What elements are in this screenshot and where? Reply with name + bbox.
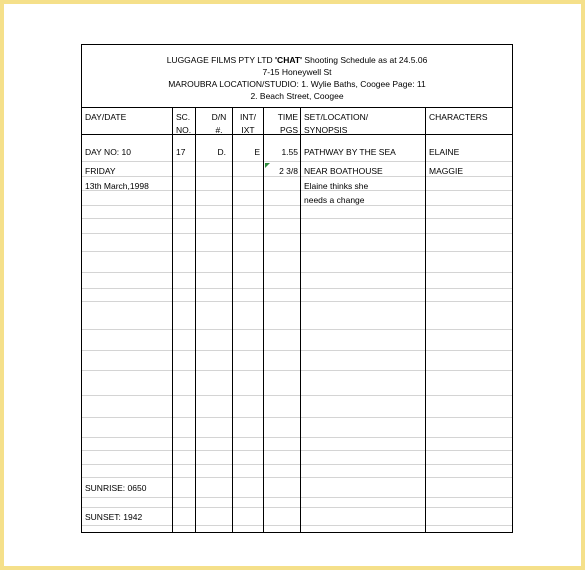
column-rule <box>425 107 426 532</box>
scene-synopsis: Elaine thinks she <box>304 181 369 191</box>
col-head-pgs: PGS <box>280 125 298 135</box>
day-weekday: FRIDAY <box>85 166 116 176</box>
row-rule <box>82 176 512 177</box>
location-line-2: 2. Beach Street, Coogee <box>250 91 344 101</box>
column-rule <box>232 107 233 532</box>
col-head-sc: SC. <box>176 112 191 122</box>
scene-set: NEAR BOATHOUSE <box>304 166 383 176</box>
character: MAGGIE <box>429 166 464 176</box>
col-head-day-date: DAY/DATE <box>85 112 127 122</box>
day-night: D. <box>217 147 226 157</box>
shooting-schedule-sheet <box>81 44 513 533</box>
day-date: 13th March,1998 <box>85 181 149 191</box>
row-rule <box>82 477 512 478</box>
scene-time: 1.55 <box>281 147 298 157</box>
address-line: 7-15 Honeywell St <box>262 67 332 77</box>
row-rule <box>82 251 512 252</box>
sunrise-time: SUNRISE: 0650 <box>85 483 147 493</box>
col-head-dn-no: #. <box>215 125 223 135</box>
location-line-1: MAROUBRA LOCATION/STUDIO: 1. Wylie Baths, Coogee Page: 11 <box>168 79 426 89</box>
col-head-characters: CHARACTERS <box>429 112 488 122</box>
col-head-ext: IXT <box>241 125 255 135</box>
row-rule <box>82 507 512 508</box>
scene-set: PATHWAY BY THE SEA <box>304 147 396 157</box>
col-head-no: NO. <box>176 125 192 135</box>
col-head-synopsis: SYNOPSIS <box>304 125 348 135</box>
character: ELAINE <box>429 147 460 157</box>
scene-number: 17 <box>176 147 186 157</box>
row-rule <box>82 417 512 418</box>
col-head-dn: D/N <box>211 112 227 122</box>
day-number: DAY NO: 10 <box>85 147 131 157</box>
col-head-set-location: SET/LOCATION/ <box>304 112 369 122</box>
sunset-time: SUNSET: 1942 <box>85 512 143 522</box>
row-rule <box>82 272 512 273</box>
row-rule <box>82 233 512 234</box>
row-rule <box>82 329 512 330</box>
row-rule <box>82 395 512 396</box>
col-head-int: INT/ <box>239 112 257 122</box>
page <box>4 4 581 566</box>
row-rule <box>82 497 512 498</box>
row-rule <box>82 525 512 526</box>
row-rule <box>82 218 512 219</box>
int-ext: E <box>254 147 260 157</box>
col-head-time: TIME <box>277 112 298 122</box>
row-rule <box>82 288 512 289</box>
header-top-rule <box>82 107 512 108</box>
column-rule <box>300 107 301 532</box>
row-rule <box>82 161 512 162</box>
scene-synopsis: needs a change <box>304 195 365 205</box>
row-rule <box>82 350 512 351</box>
row-rule <box>82 437 512 438</box>
row-rule <box>82 301 512 302</box>
row-rule <box>82 450 512 451</box>
row-rule <box>82 464 512 465</box>
column-rule <box>172 107 173 532</box>
title-line: LUGGAGE FILMS PTY LTD 'CHAT' Shooting Schedule as at 24.5.06 <box>166 55 428 65</box>
scene-pages: 2 3/8 <box>279 166 298 176</box>
column-rule <box>195 107 196 532</box>
row-rule <box>82 370 512 371</box>
row-rule <box>82 205 512 206</box>
cell-comment-marker <box>265 163 270 168</box>
